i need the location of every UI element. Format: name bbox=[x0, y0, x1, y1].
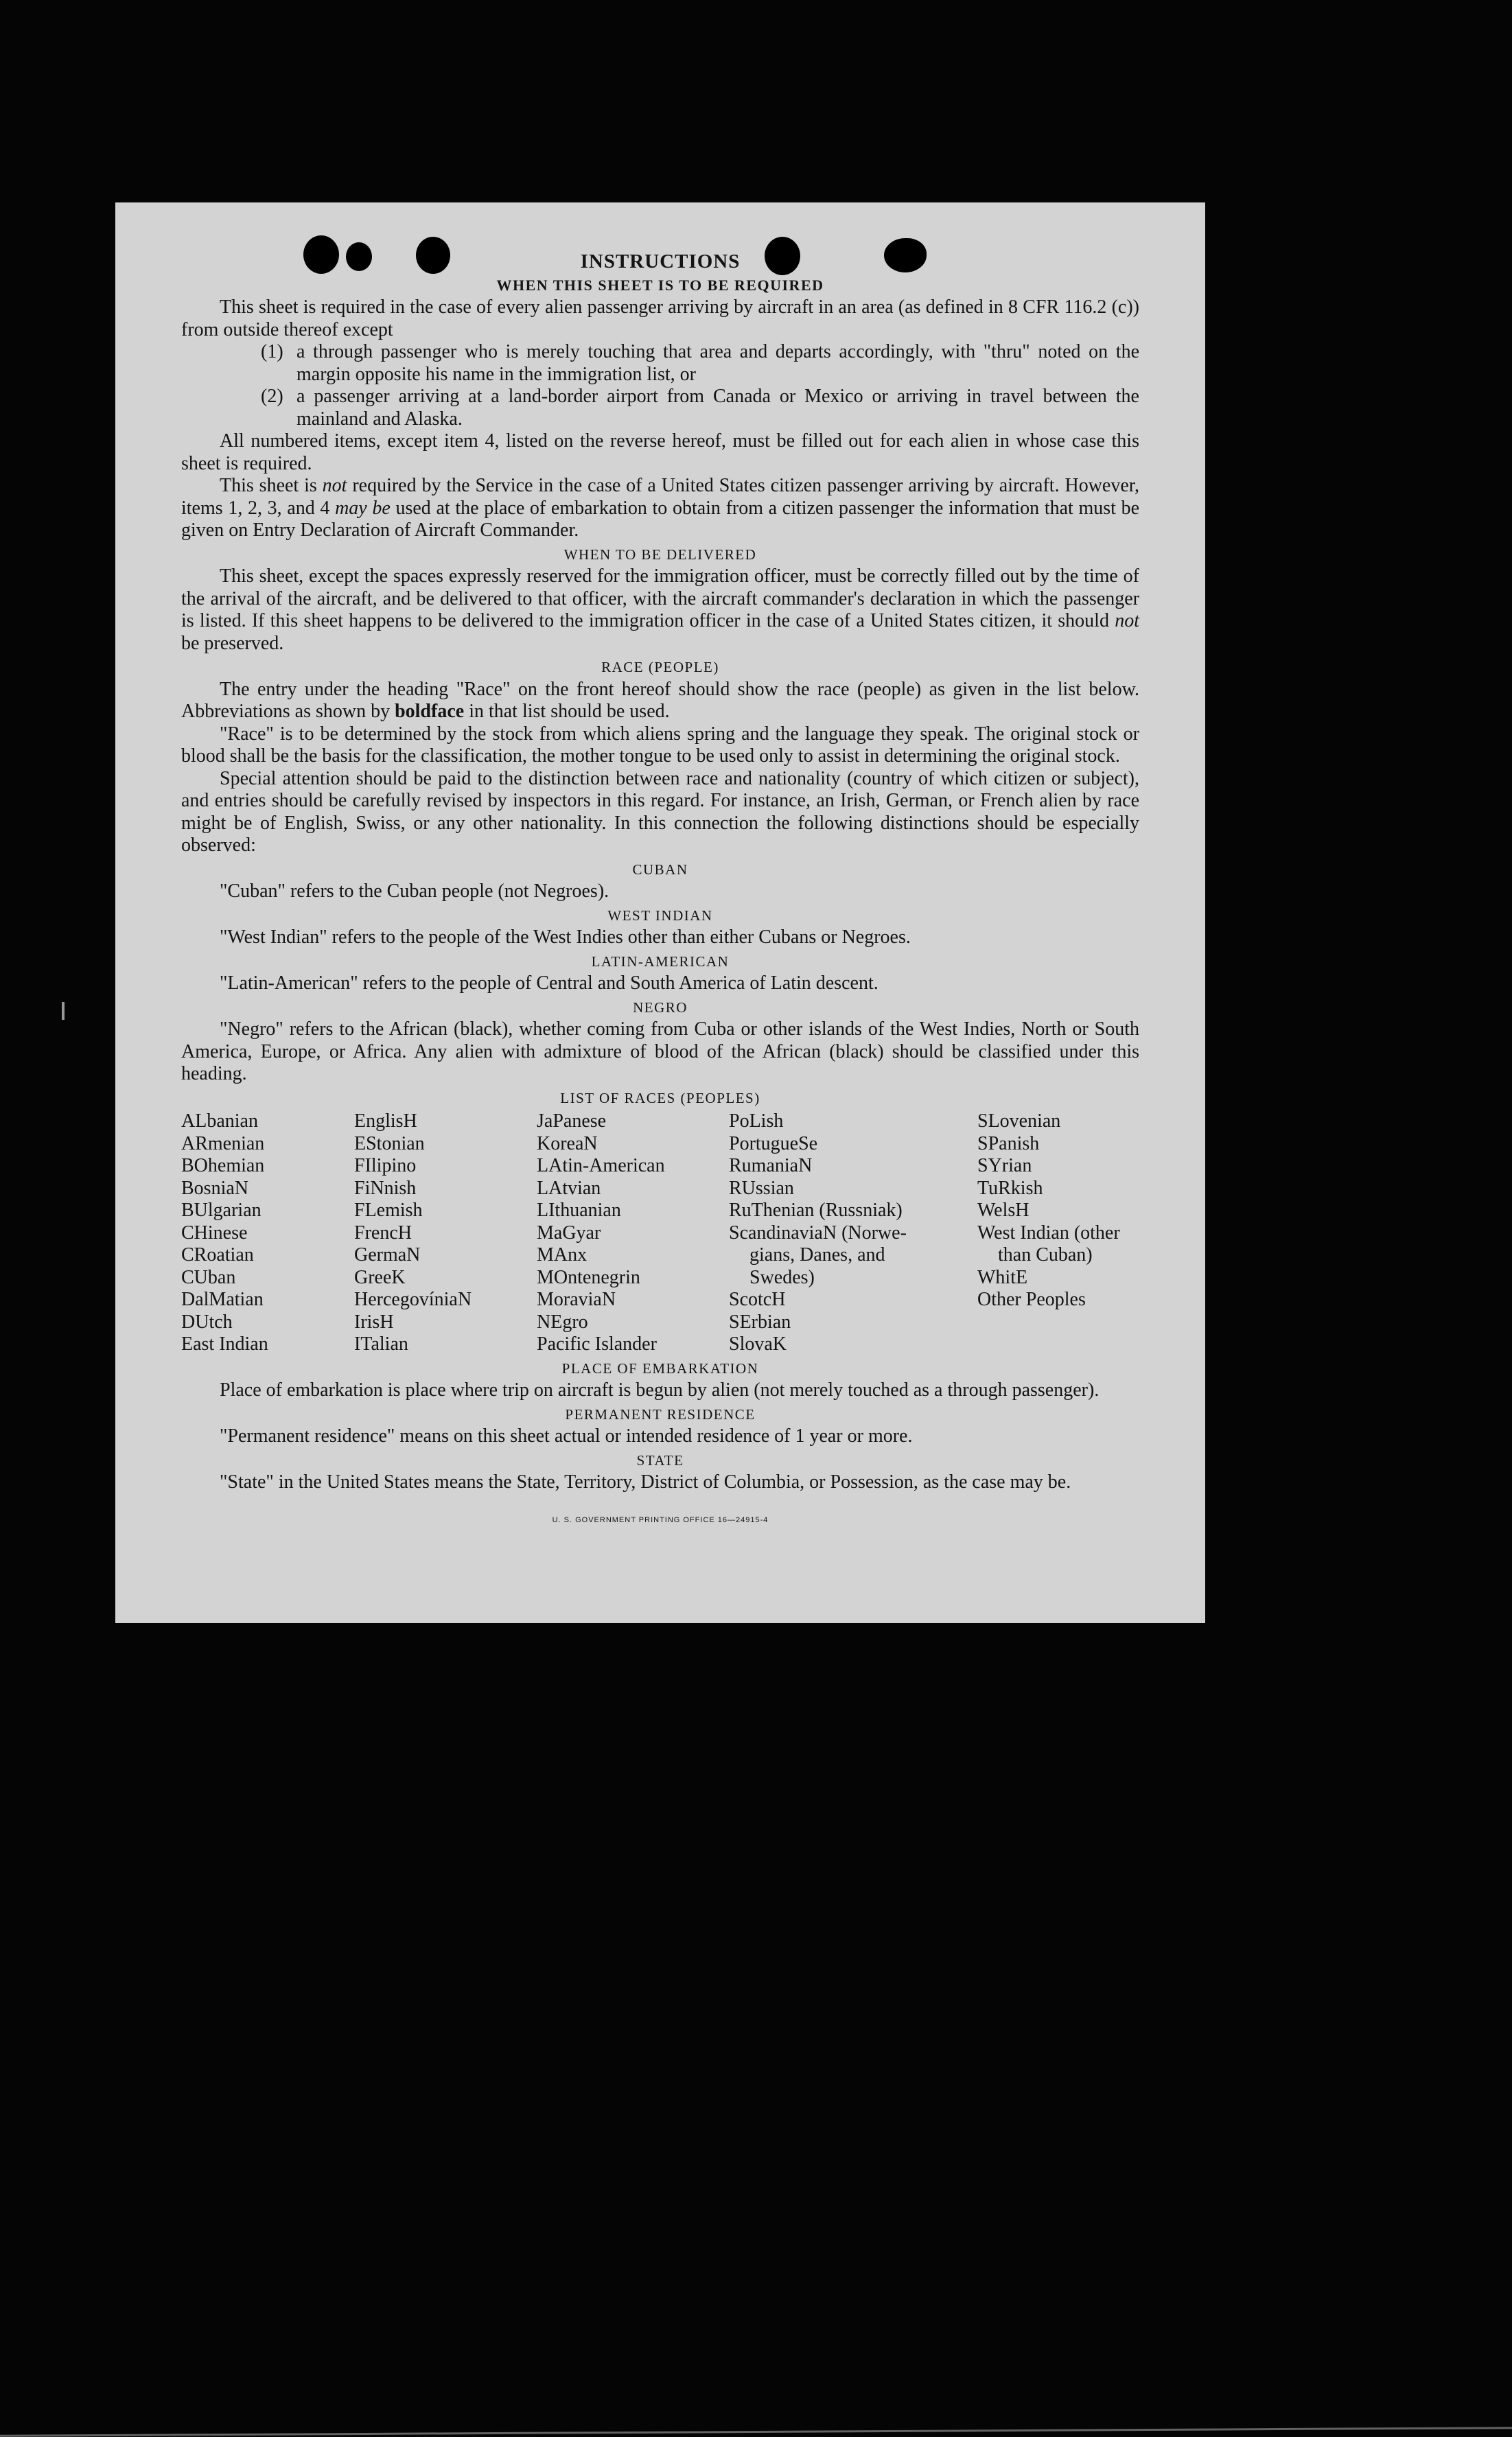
race-paragraph-1: The entry under the heading "Race" on the front hereof should show the race (people) as given in the list below. Abbreviations as shown by boldface in that list should be used. bbox=[181, 678, 1139, 722]
heading-when-delivered: WHEN TO BE DELIVERED bbox=[563, 546, 757, 563]
race-entry: PortugueSe bbox=[729, 1132, 818, 1154]
race-entry: MOntenegrin bbox=[537, 1266, 640, 1288]
race-entry: BOhemian bbox=[181, 1155, 265, 1176]
definition-west-indian: "West Indian" refers to the people of the West Indies other than either Cubans or Negroes. bbox=[220, 926, 911, 948]
permanent-residence-text: "Permanent residence" means on this sheet actual or intended residence of 1 year or more. bbox=[220, 1425, 913, 1447]
race-entry: FLemish bbox=[354, 1200, 423, 1221]
race-paragraph-2: "Race" is to be determined by the stock from which aliens spring and the language they speak. The original stock or blood shall be the basis for the classification, the mother tongue to be used only to assist in determining the original stock. bbox=[181, 723, 1139, 767]
race-entry: BUlgarian bbox=[181, 1200, 261, 1221]
race-entry: ITalian bbox=[354, 1333, 408, 1355]
heading-embarkation: PLACE OF EMBARKATION bbox=[561, 1360, 759, 1377]
race-entry: DUtch bbox=[181, 1311, 233, 1333]
race-entry: Pacific Islander bbox=[537, 1333, 657, 1355]
numbered-items-note: All numbered items, except item 4, listed on the reverse hereof, must be filled out for each alien in whose case this sheet is required. bbox=[181, 430, 1139, 474]
race-entry: FiNnish bbox=[354, 1177, 417, 1199]
exception-1-number: (1) bbox=[261, 341, 283, 362]
race-entry: ScandinaviaN (Norwe- bbox=[729, 1222, 907, 1244]
race-entry: ALbanian bbox=[181, 1110, 258, 1132]
state-text: "State" in the United States means the State, Territory, District of Columbia, or Possession, as the case may be. bbox=[220, 1471, 1071, 1493]
race-entry: FrencH bbox=[354, 1222, 412, 1244]
race-entry: PoLish bbox=[729, 1110, 784, 1132]
race-entry: RUssian bbox=[729, 1177, 794, 1199]
race-entry: Swedes) bbox=[749, 1266, 815, 1288]
race-entry: EnglisH bbox=[354, 1110, 417, 1132]
exception-1-text: a through passenger who is merely touching that area and departs accordingly, with "thru" noted on the margin opposite his name in the immigration list, or bbox=[296, 341, 1139, 385]
race-entry: TuRkish bbox=[977, 1177, 1043, 1199]
race-entry: CRoatian bbox=[181, 1244, 254, 1266]
race-column-2 bbox=[354, 1110, 537, 1356]
required-intro: This sheet is required in the case of every alien passenger arriving by aircraft in an area (as defined in 8 CFR 116.2 (c)) from outside thereof except bbox=[181, 296, 1139, 340]
race-column-4 bbox=[729, 1110, 977, 1356]
race-entry: HercegovíniaN bbox=[354, 1289, 472, 1310]
race-entry: MoraviaN bbox=[537, 1289, 616, 1310]
race-entry: ARmenian bbox=[181, 1132, 265, 1154]
heading-when-required: WHEN THIS SHEET IS TO BE REQUIRED bbox=[496, 276, 824, 294]
race-entry: CHinese bbox=[181, 1222, 248, 1244]
race-entry: Other Peoples bbox=[977, 1289, 1086, 1310]
race-entry: WhitE bbox=[977, 1266, 1028, 1288]
race-entry: FIlipino bbox=[354, 1155, 417, 1176]
race-column-1 bbox=[181, 1110, 354, 1356]
heading-list-of-races: LIST OF RACES (PEOPLES) bbox=[560, 1089, 760, 1106]
definition-latin-american: "Latin-American" refers to the people of Central and South America of Latin descent. bbox=[220, 972, 879, 994]
exception-2-text: a passenger arriving at a land-border airport from Canada or Mexico or arriving in travel between the mainland and Alaska. bbox=[296, 386, 1139, 430]
race-entry: CUban bbox=[181, 1266, 236, 1288]
exception-2-number: (2) bbox=[261, 386, 283, 407]
race-entry: LAtin-American bbox=[537, 1155, 665, 1176]
race-entry: ScotcH bbox=[729, 1289, 786, 1310]
race-entry: RuThenian (Russniak) bbox=[729, 1200, 903, 1221]
printing-office-footer: U. S. GOVERNMENT PRINTING OFFICE 16—24915-4 bbox=[552, 1515, 769, 1524]
embarkation-text: Place of embarkation is place where trip on aircraft is begun by alien (not merely touched as a through passenger). bbox=[220, 1379, 1100, 1401]
race-entry: MAnx bbox=[537, 1244, 588, 1266]
race-entry: East Indian bbox=[181, 1333, 268, 1355]
race-paragraph-3: Special attention should be paid to the distinction between race and nationality (country of which citizen or subject), and entries should be carefully revised by inspectors in this regard. For instance, an Irish, German, or French alien by race might be of English, Swiss, or any other nationality. In this connection the following distinctions should be especially observed: bbox=[181, 767, 1139, 856]
instructions-body bbox=[181, 250, 1139, 1531]
race-entry: gians, Danes, and bbox=[749, 1244, 885, 1266]
race-entry: RumaniaN bbox=[729, 1155, 813, 1176]
definition-negro: "Negro" refers to the African (black), whether coming from Cuba or other islands of the West Indies, North or South America, Europe, or Africa. Any alien with admixture of blood of the African (black) should be classified under this heading. bbox=[181, 1018, 1139, 1084]
race-entry: EStonian bbox=[354, 1132, 425, 1154]
race-entry: DalMatian bbox=[181, 1289, 264, 1310]
race-entry: KoreaN bbox=[537, 1132, 598, 1154]
heading-west-indian: WEST INDIAN bbox=[607, 907, 713, 924]
heading-race: RACE (PEOPLE) bbox=[601, 659, 719, 675]
race-entry: SLovenian bbox=[977, 1110, 1061, 1132]
delivered-text: This sheet, except the spaces expressly reserved for the immigration officer, must be correctly filled out by the time of the arrival of the aircraft, and be delivered to that officer, with the aircraft commander's declaration in which the passenger is listed. If this sheet happens to be delivered to the immigration officer in the case of a United States citizen, it should not be preserved. bbox=[181, 565, 1139, 654]
scan-edge-mark bbox=[62, 1002, 65, 1020]
document-sheet bbox=[115, 202, 1205, 1623]
scan-bottom-line bbox=[0, 2427, 1512, 2437]
race-entry: SErbian bbox=[729, 1311, 791, 1333]
exception-1 bbox=[261, 341, 1139, 386]
definition-cuban: "Cuban" refers to the Cuban people (not Negroes). bbox=[220, 881, 609, 902]
page-title: INSTRUCTIONS bbox=[580, 250, 741, 272]
heading-permanent-residence: PERMANENT RESIDENCE bbox=[565, 1406, 756, 1423]
race-entry: GreeK bbox=[354, 1266, 406, 1288]
race-entry: WelsH bbox=[977, 1200, 1030, 1221]
race-entry: MaGyar bbox=[537, 1222, 601, 1244]
race-entry: IrisH bbox=[354, 1311, 394, 1333]
race-entry: BosniaN bbox=[181, 1177, 248, 1199]
race-entry: West Indian (other bbox=[977, 1222, 1120, 1244]
race-entry: NEgro bbox=[537, 1311, 588, 1333]
heading-latin-american: LATIN-AMERICAN bbox=[591, 953, 730, 970]
race-list bbox=[181, 1110, 1139, 1356]
race-entry: LIthuanian bbox=[537, 1200, 621, 1221]
race-entry: GermaN bbox=[354, 1244, 421, 1266]
race-entry: than Cuban) bbox=[998, 1244, 1093, 1266]
race-entry: SlovaK bbox=[729, 1333, 787, 1355]
race-entry: LAtvian bbox=[537, 1177, 601, 1199]
race-column-5 bbox=[977, 1110, 1139, 1356]
exception-2 bbox=[261, 386, 1139, 430]
race-entry: SPanish bbox=[977, 1132, 1040, 1154]
race-entry: JaPanese bbox=[537, 1110, 607, 1132]
heading-cuban: CUBAN bbox=[632, 861, 688, 878]
race-column-3 bbox=[537, 1110, 729, 1356]
heading-negro: NEGRO bbox=[633, 999, 688, 1016]
race-entry: SYrian bbox=[977, 1155, 1032, 1176]
citizen-note: This sheet is not required by the Service in the case of a United States citizen passenger arriving by aircraft. However, items 1, 2, 3, and 4 may be used at the place of embarkation to obtain from a citizen passenger the information that must be given on Entry Declaration of Aircraft Commander. bbox=[181, 475, 1140, 541]
heading-state: STATE bbox=[636, 1451, 684, 1469]
